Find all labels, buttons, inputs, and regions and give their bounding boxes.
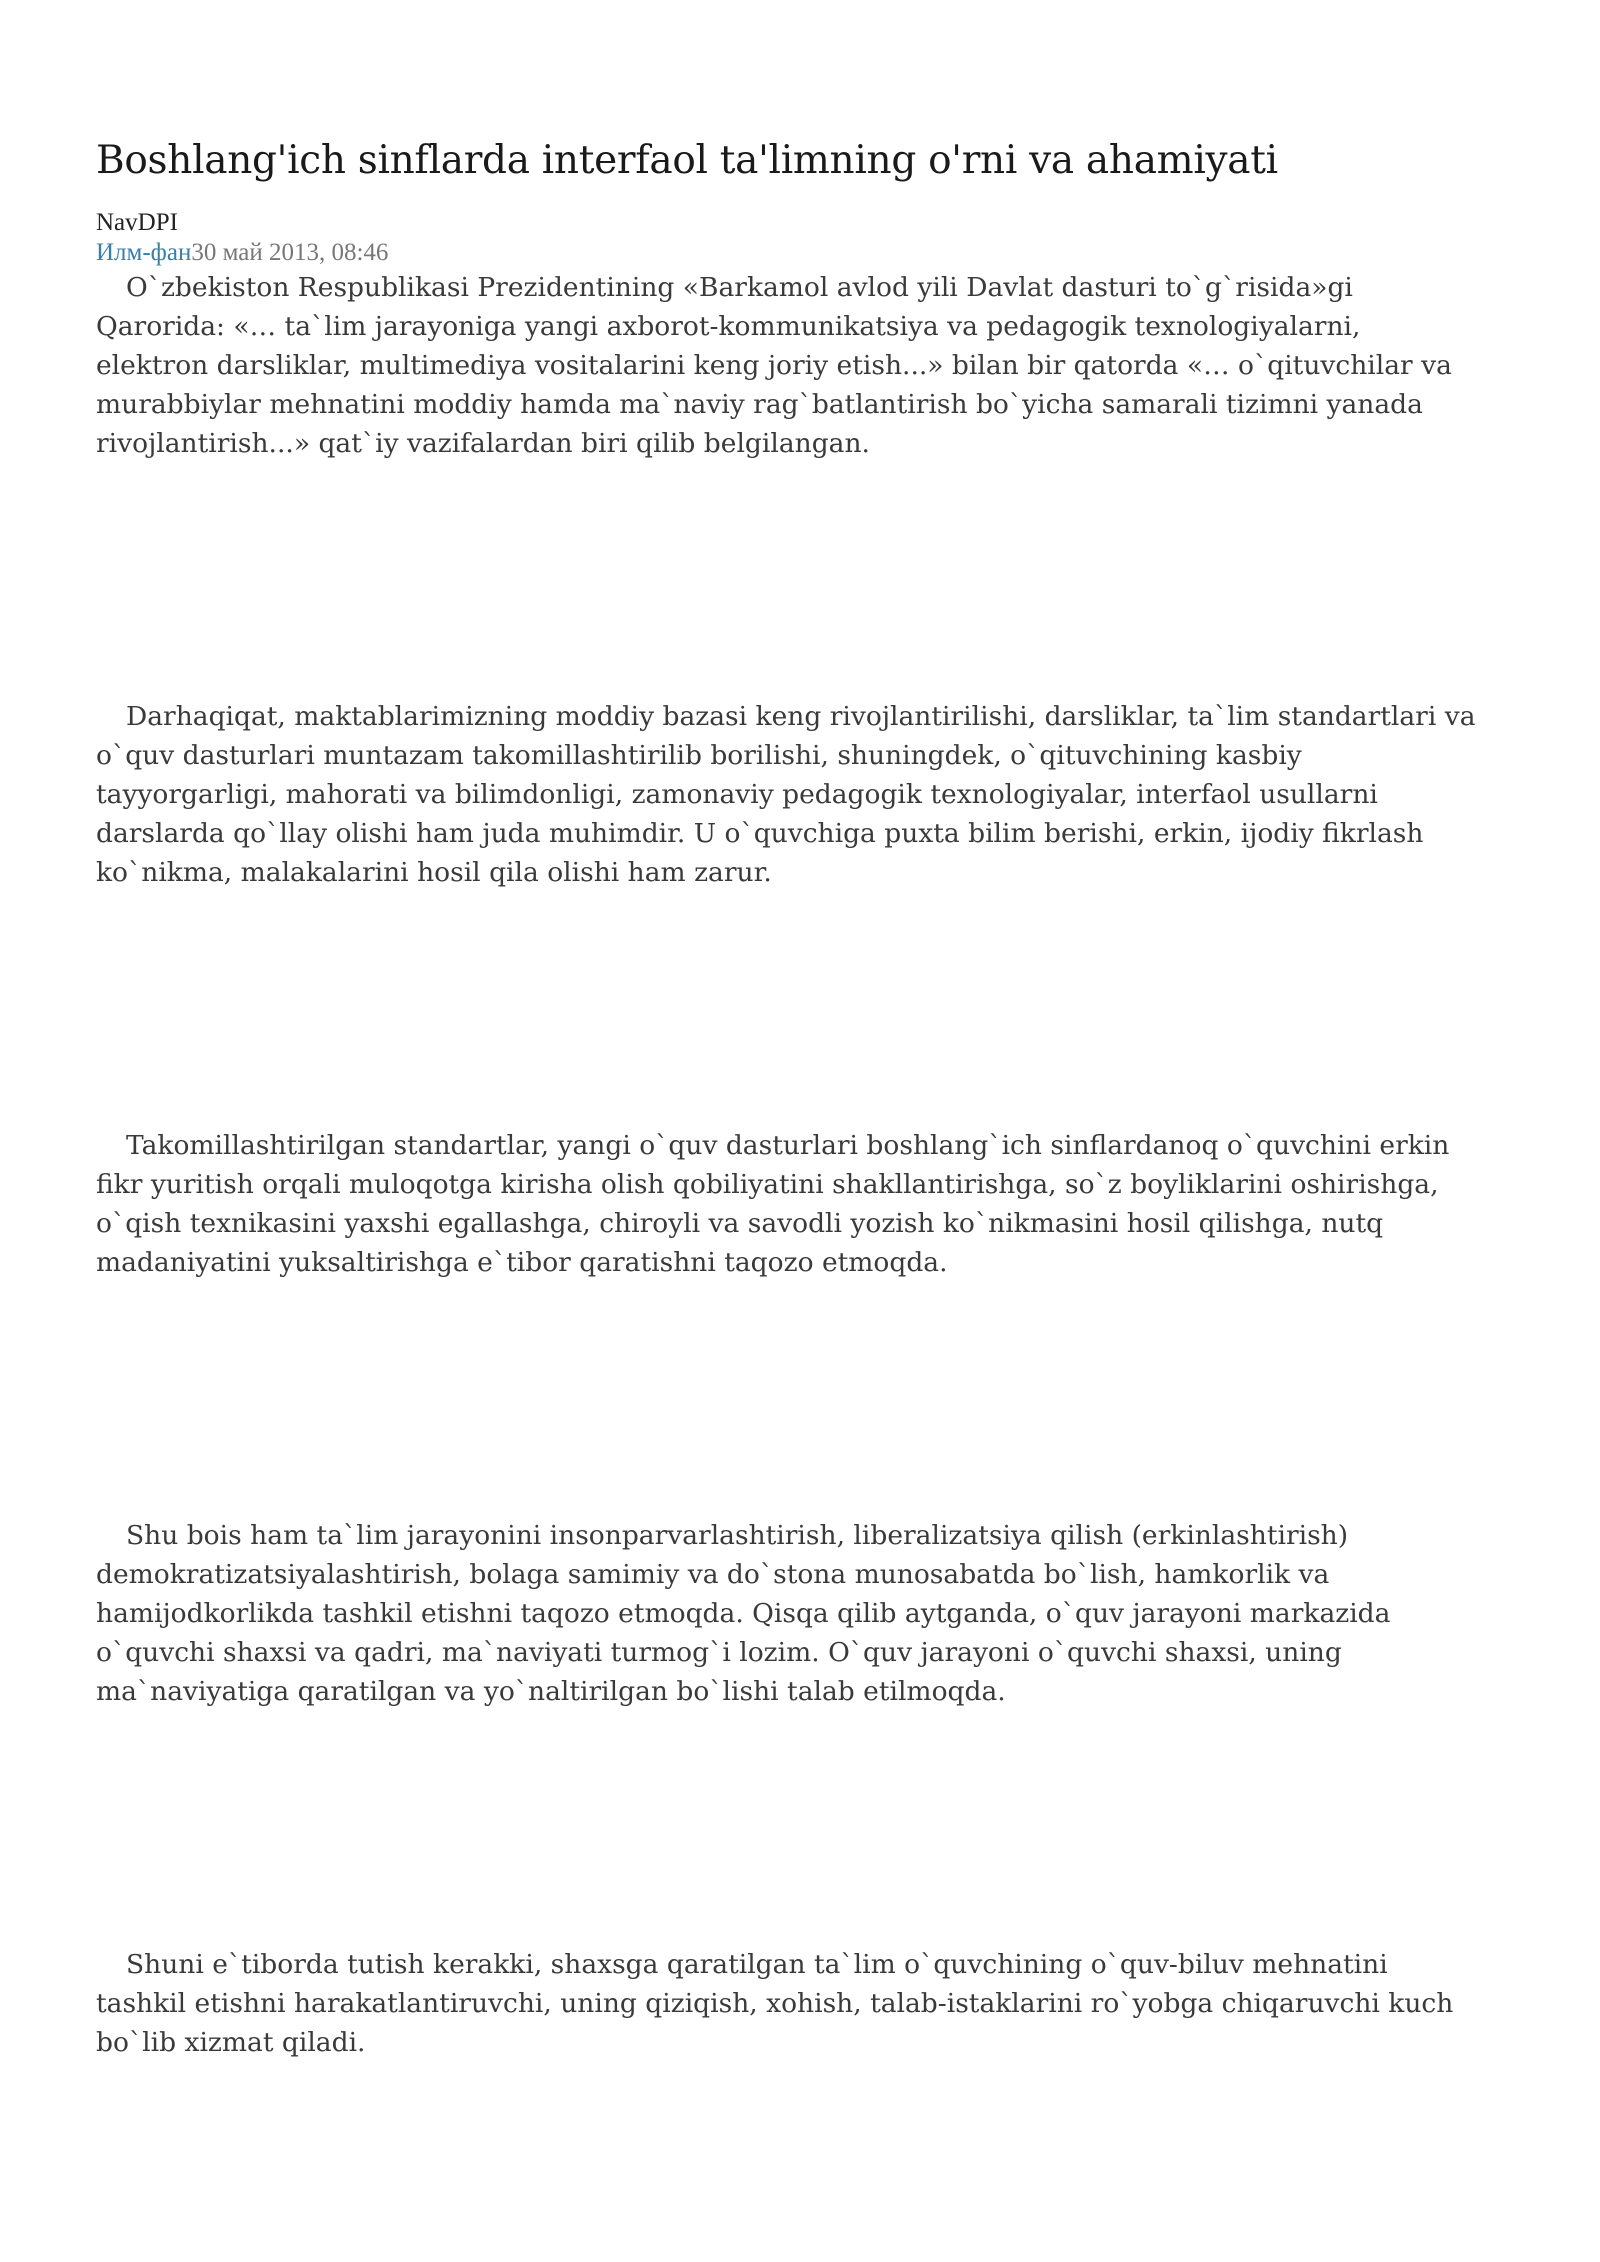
article-paragraph: Darhaqiqat, maktablarimizning moddiy bazasi keng rivojlantirilishi, darsliklar, ta`lim standartlari va o`quv dasturlari muntazam takomillashtirilib borilishi, shuningdek, o`qituvchining kasbiy tayyorgarligi, mahorati va bilimdonligi, zamonaviy pedagogik texnologiyalar, interfaol usullarni darslarda qo`llay olishi ham juda muhimdir. U o`quvchiga puxta bilim berishi, erkin, ijodiy fikrlash ko`nikma, malakalarini hosil qila olishi ham zarur. (96, 701, 1476, 888)
article-paragraph: Shuni e`tiborda tutish kerakki, shaxsga qaratilgan ta`lim o`quvchining o`quv-biluv mehnatini tashkil etishni harakatlantiruvchi, uning qiziqish, xohish, talab-istaklarini ro`yobga chiqaruvchi kuch bo`lib xizmat qiladi. (96, 1949, 1454, 2058)
article-paragraph: Shu bois ham ta`lim jarayonini insonparvarlashtirish, liberalizatsiya qilish (erkinlashtirish) demokratizatsiyalashtirish, bolaga samimiy va do`stona munosabatda bo`lish, hamkorlik va hamijodkorlikda tashkil etishni taqozo etmoqda. Qisqa qilib aytganda, o`quv jarayoni markazida o`quvchi shaxsi va qadri, ma`naviyati turmog`i lozim. O`quv jarayoni o`quvchi shaxsi, uning ma`naviyatiga qaratilgan va yo`naltirilgan bo`lishi talab etilmoqda. (96, 1520, 1391, 1707)
category-link[interactable]: Илм-фан (96, 239, 192, 266)
article-author: NavDPI (96, 209, 178, 236)
article-title: Boshlang'ich sinflarda interfaol ta'limning o'rni va ahamiyati (96, 138, 1278, 183)
article-body (96, 268, 1496, 2062)
article (96, 136, 1496, 2062)
article-paragraph: O`zbekiston Respublikasi Prezidentining «Barkamol avlod yili Davlat dasturi to`g`risida»gi Qarorida: «… ta`lim jarayoniga yangi axborot-kommunikatsiya va pedagogik texnologiyalarni, elektron darsliklar, multimediya vositalarini keng joriy etish...» bilan bir qatorda «… o`qituvchilar va murabbiylar mehnatini moddiy hamda ma`naviy rag`batlantirish bo`yicha samarali tizimni yanada rivojlantirish...» qat`iy vazifalardan biri qilib belgilangan. (96, 272, 1452, 459)
article-meta (96, 238, 1496, 268)
article-date: 30 май 2013, 08:46 (191, 239, 389, 266)
article-paragraph: Takomillashtirilgan standartlar, yangi o`quv dasturlari boshlang`ich sinflardanoq o`quvchini erkin fikr yuritish orqali muloqotga kirisha olish qobiliyatini shakllantirishga, so`z boyliklarini oshirishga, o`qish texnikasini yaxshi egallashga, chiroyli va savodli yozish ko`nikmasini hosil qilishga, nutq madaniyatini yuksaltirishga e`tibor qaratishni taqozo etmoqda. (96, 1130, 1450, 1278)
